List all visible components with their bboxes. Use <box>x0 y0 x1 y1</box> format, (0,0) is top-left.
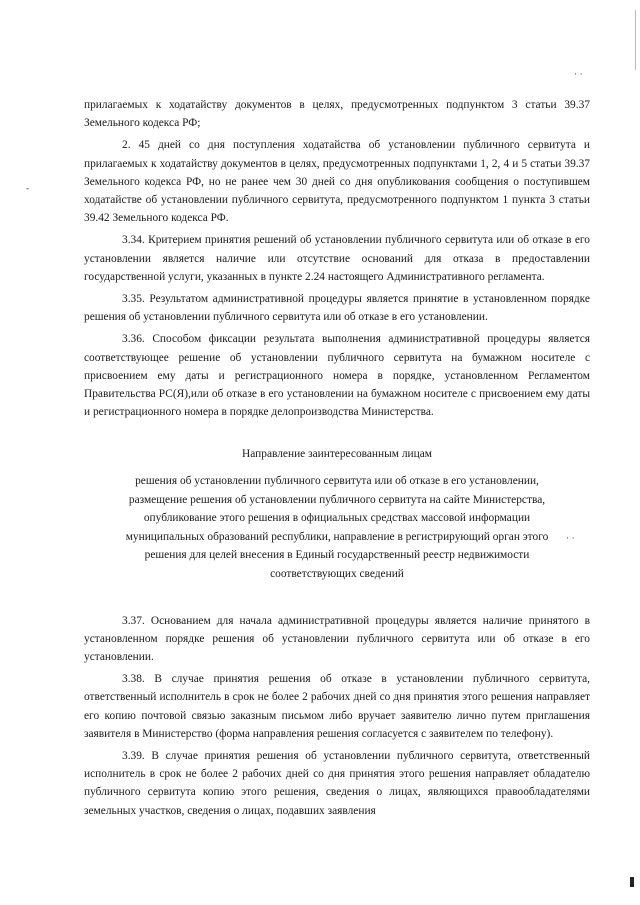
paragraph: 2. 45 дней со дня поступления ходатайства об установлении публичного сервитута и прилагаемых к ходатайству документов в целях, предусмотренных подпунктами 1, 2, 4 и 5 статьи 39.37 Земельного кодекса РФ, но не ранее чем 30 дней со дня опубликования сообщения о поступившем ходатайстве об установлении публичного сервитута, предусмотренного подпунктом 1 пункта 3 статьи 39.42 Земельного кодекса РФ. <box>84 139 590 225</box>
paragraphs-top <box>84 96 590 421</box>
scan-speck: · · <box>566 534 575 544</box>
paragraph: 3.34. Критерием принятия решений об установлении публичного сервитута или об отказе в его установлении является наличие или отсутствие оснований для отказа в предоставлении государственной услуги, указанных в пункте 2.24 настоящего Административного регламента. <box>84 234 590 283</box>
heading-line: опубликование этого решения в официальных средствах массовой информации <box>143 512 531 525</box>
heading-line: решения для целей внесения в Единый государственный реестр недвижимости <box>144 549 530 562</box>
paragraphs-bottom <box>84 612 590 820</box>
section-heading <box>84 445 590 583</box>
scan-speck: - <box>26 184 30 194</box>
heading-line: решения об установлении публичного сервитута или об отказе в его установлении, <box>135 475 539 488</box>
paragraph: 3.36. Способом фиксации результата выполнения административной процедуры является соответствующее решение об установлении публичного сервитута на бумажном носителе с присвоением ему даты и регистрационного номера в порядке, установленном Регламентом Правительства РС(Я),или об отказе в его установлении на бумажном носителе с присвоением ему даты и регистрационного номера в порядке делопроизводства Министерства. <box>84 333 590 419</box>
heading-line: соответствующих сведений <box>270 568 404 581</box>
scan-edge-line <box>635 10 636 70</box>
heading-first-line: Направление заинтересованным лицам <box>242 448 432 461</box>
paragraph: прилагаемых к ходатайству документов в целях, предусмотренных подпунктом 3 статьи 39.37 Земельного кодекса РФ; <box>84 99 590 130</box>
heading-line: размещение решения об установлении публичного сервитута на сайте Министерства, <box>128 493 546 506</box>
paragraph: 3.37. Основанием для начала административной процедуры является наличие принятого в установленном порядке решения об установлении публичного сервитута или об отказе в его установлении. <box>84 614 590 664</box>
heading-line: муниципальных образований республики, направление в регистрирующий орган этого <box>125 530 549 543</box>
paragraph: 3.35. Результатом административной процедуры является принятие в установленном порядке решения об установлении публичного сервитута или об отказе в его установлении. <box>84 293 590 324</box>
heading-lines <box>84 472 590 584</box>
document-body <box>84 96 590 824</box>
paragraph: 3.38. В случае принятия решения об отказе в установлении публичного сервитута, ответственный исполнитель в срок не более 2 рабочих дней со дня принятия этого решения направляет его копию почтовой связью заказным письмом либо вручает заявителю лично путем приглашения заявителя в Министерство (форма направления решения согласуется с заявителем по телефону). <box>84 673 590 740</box>
scan-speck: · · <box>574 70 583 80</box>
scan-corner-mark <box>630 877 634 887</box>
paragraph: 3.39. В случае принятия решения об установлении публичного сервитута, ответственный исполнитель в срок не более 2 рабочих дней со дня принятия этого решения направляет обладателю публичного сервитута копию этого решения, сведения о лицах, являющихся правообладателями земельных участков, сведения о лицах, подавших заявления <box>84 750 590 817</box>
